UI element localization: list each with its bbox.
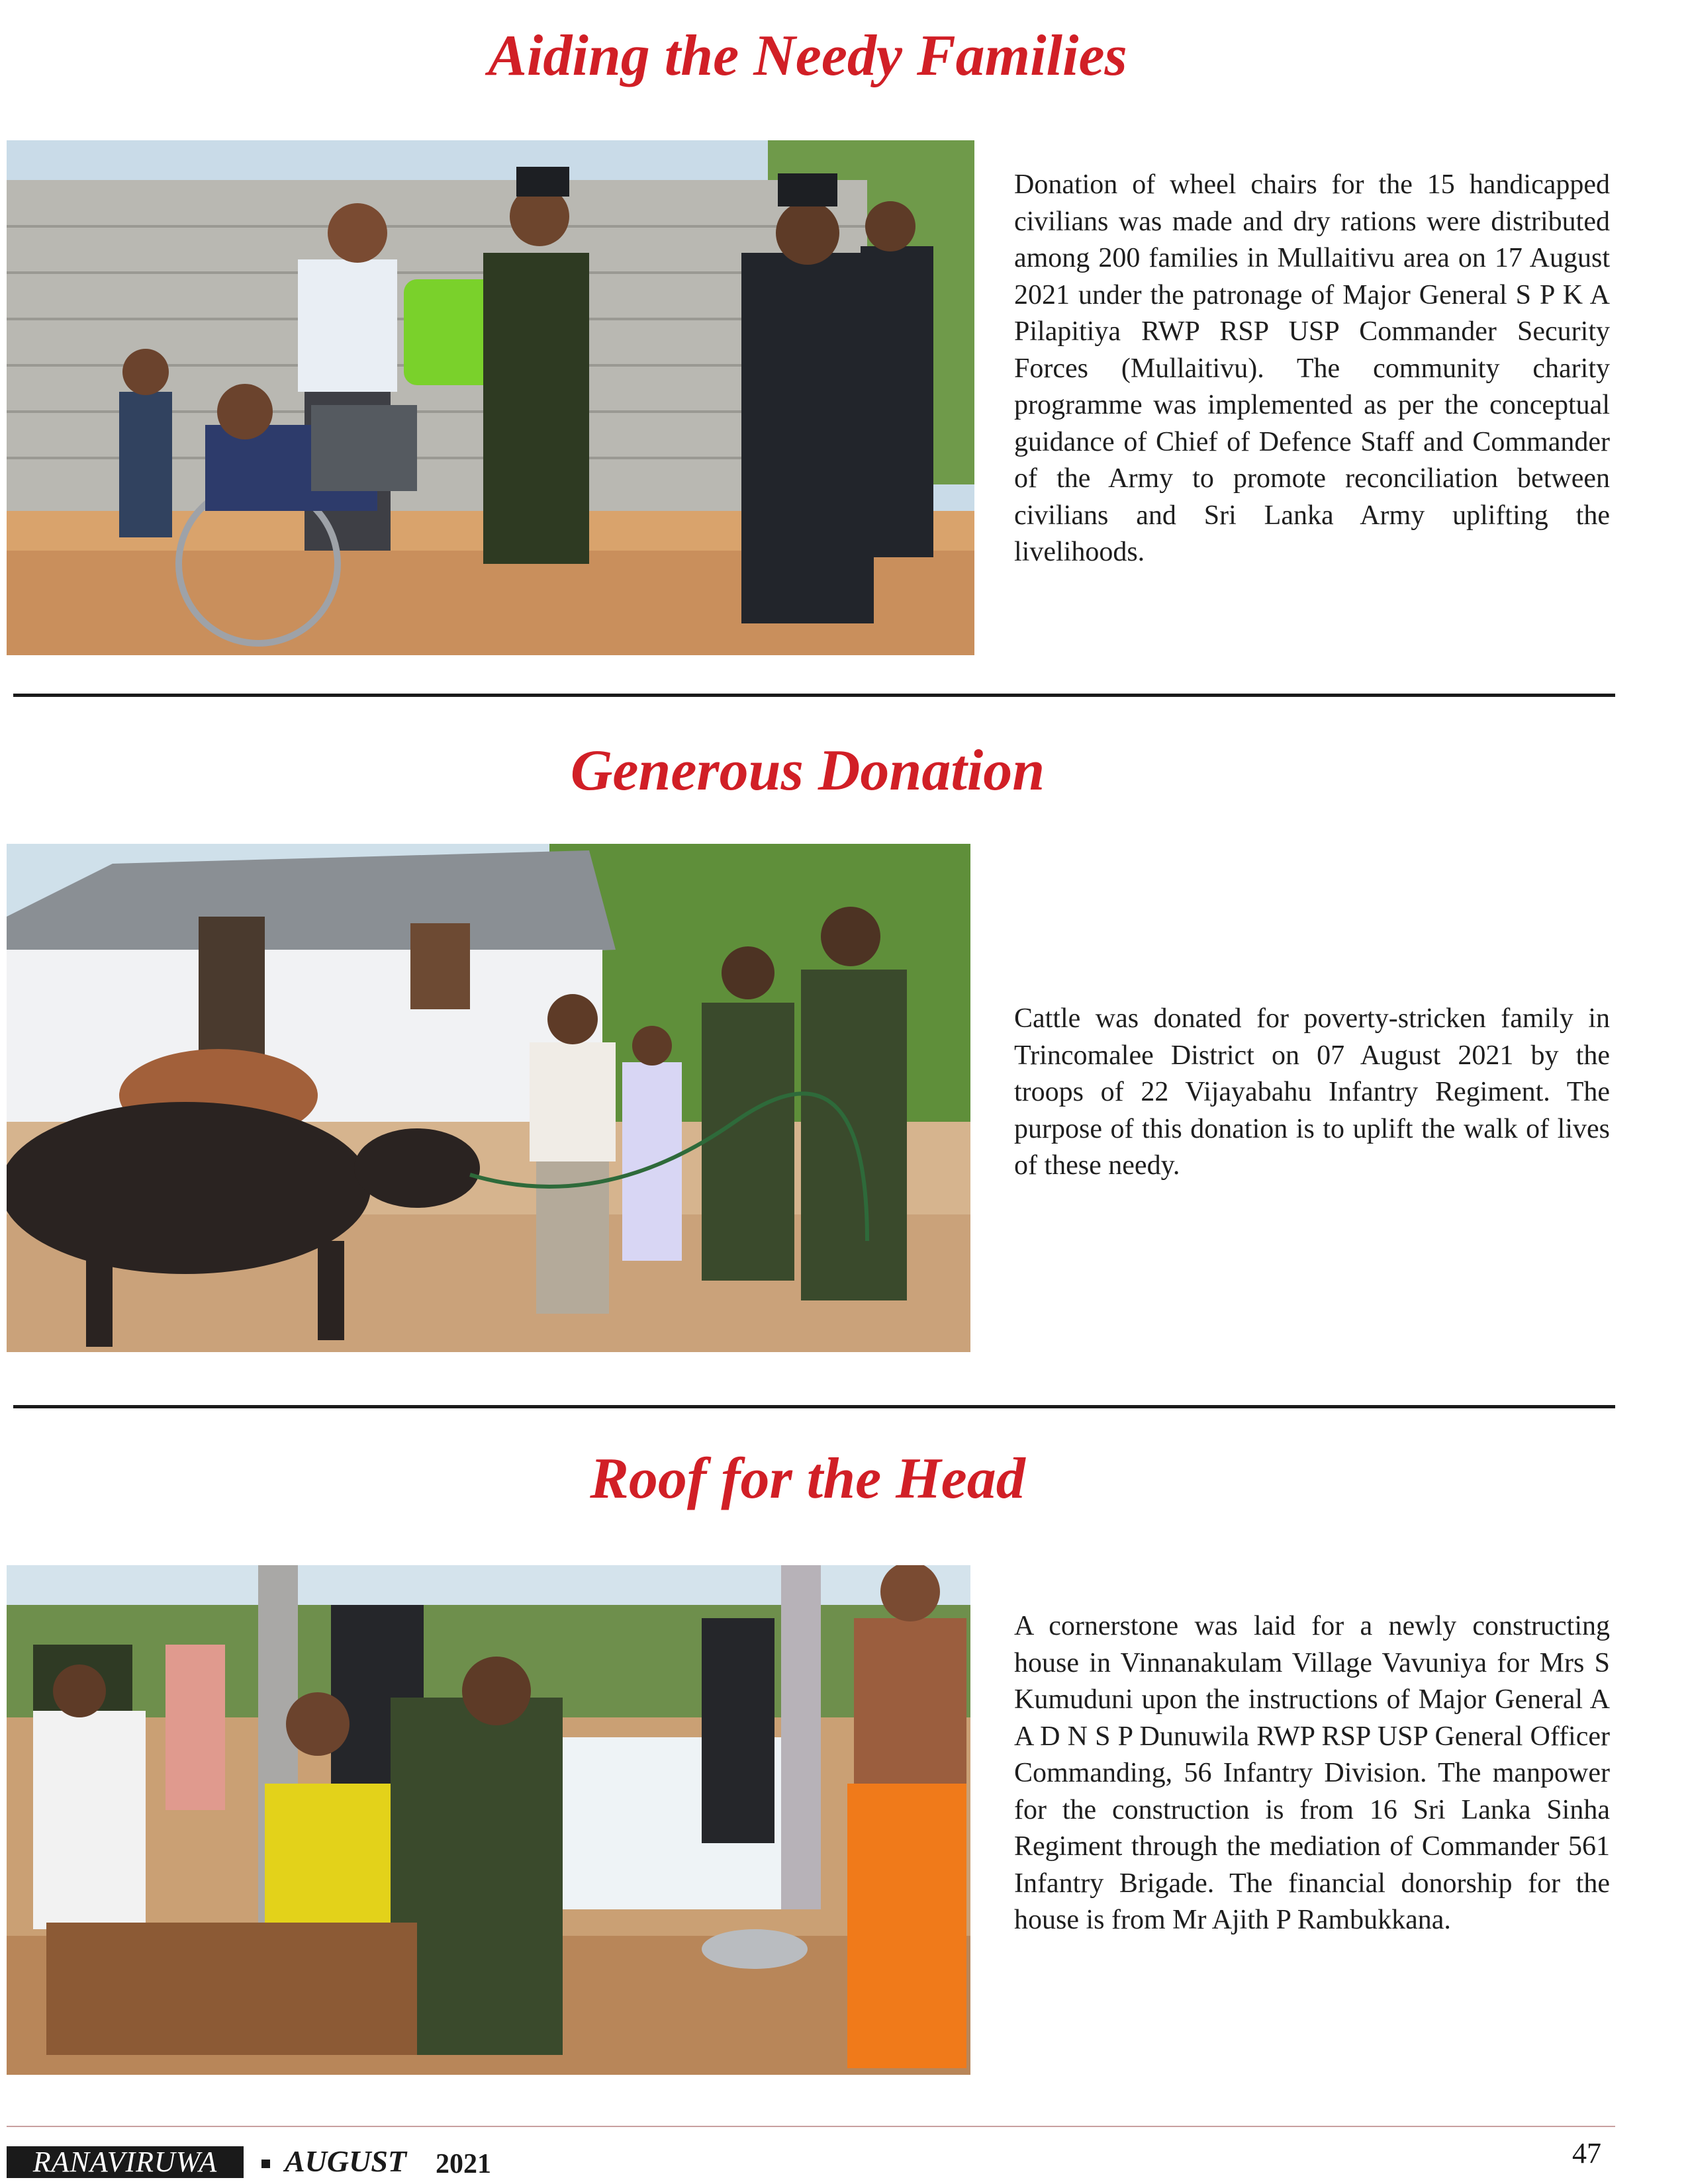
article-2-photo: [7, 844, 970, 1352]
article-3-photo: [7, 1565, 970, 2075]
square-bullet-icon: [261, 2160, 270, 2168]
article-2-body: Cattle was donated for poverty-stricken family in Trincomalee District on 07 August 2021 by the troops of 22 Vijayabahu Infantry Regiment. The purpose of this donation is to uplift the walk of lives of these needy.: [1014, 1003, 1610, 1181]
article-1-photo: [7, 140, 974, 655]
page-number: 47: [1572, 2137, 1601, 2169]
wheelchair-donation-image: [7, 140, 974, 655]
article-2-title: Generous Donation: [570, 739, 1045, 803]
article-1-title: Aiding the Needy Families: [488, 24, 1127, 88]
article-3-body: A cornerstone was laid for a newly constructing house in Vinnanakulam Village Vavuniya for Mrs S Kumuduni upon the instructions of Major General A A D N S P Dunuwila RWP RSP USP General Officer Commanding, 56 Infantry Division. The manpower for the construction is from 16 Sri Lanka Sinha Regiment through the mediation of Commander 561 Infantry Brigade. The financial donorship for the house is from Mr Ajith P Rambukkana.: [1014, 1611, 1610, 1935]
issue-year: 2021: [436, 2149, 491, 2179]
article-3-title: Roof for the Head: [590, 1447, 1025, 1511]
article-1-body: Donation of wheel chairs for the 15 handicapped civilians was made and dry rations were distributed among 200 families in Mullaitivu area on 17 August 2021 under the patronage of Major General S P K A Pilapitiya RWP RSP USP Commander Security Forces (Mullaitivu). The community charity programme was implemented as per the conceptual guidance of Chief of Defence Staff and Commander of the Army to promote reconciliation between civilians and Sri Lanka Army uplifting the livelihoods.: [1014, 169, 1610, 567]
cattle-donation-image: [7, 844, 970, 1352]
issue-month: AUGUST: [285, 2144, 407, 2178]
section-divider-1: [13, 694, 1615, 697]
cornerstone-ceremony-image: [7, 1565, 970, 2075]
magazine-masthead: RANAVIRUWA: [7, 2146, 244, 2178]
section-divider-2: [13, 1405, 1615, 1408]
footer-divider: [7, 2126, 1615, 2127]
